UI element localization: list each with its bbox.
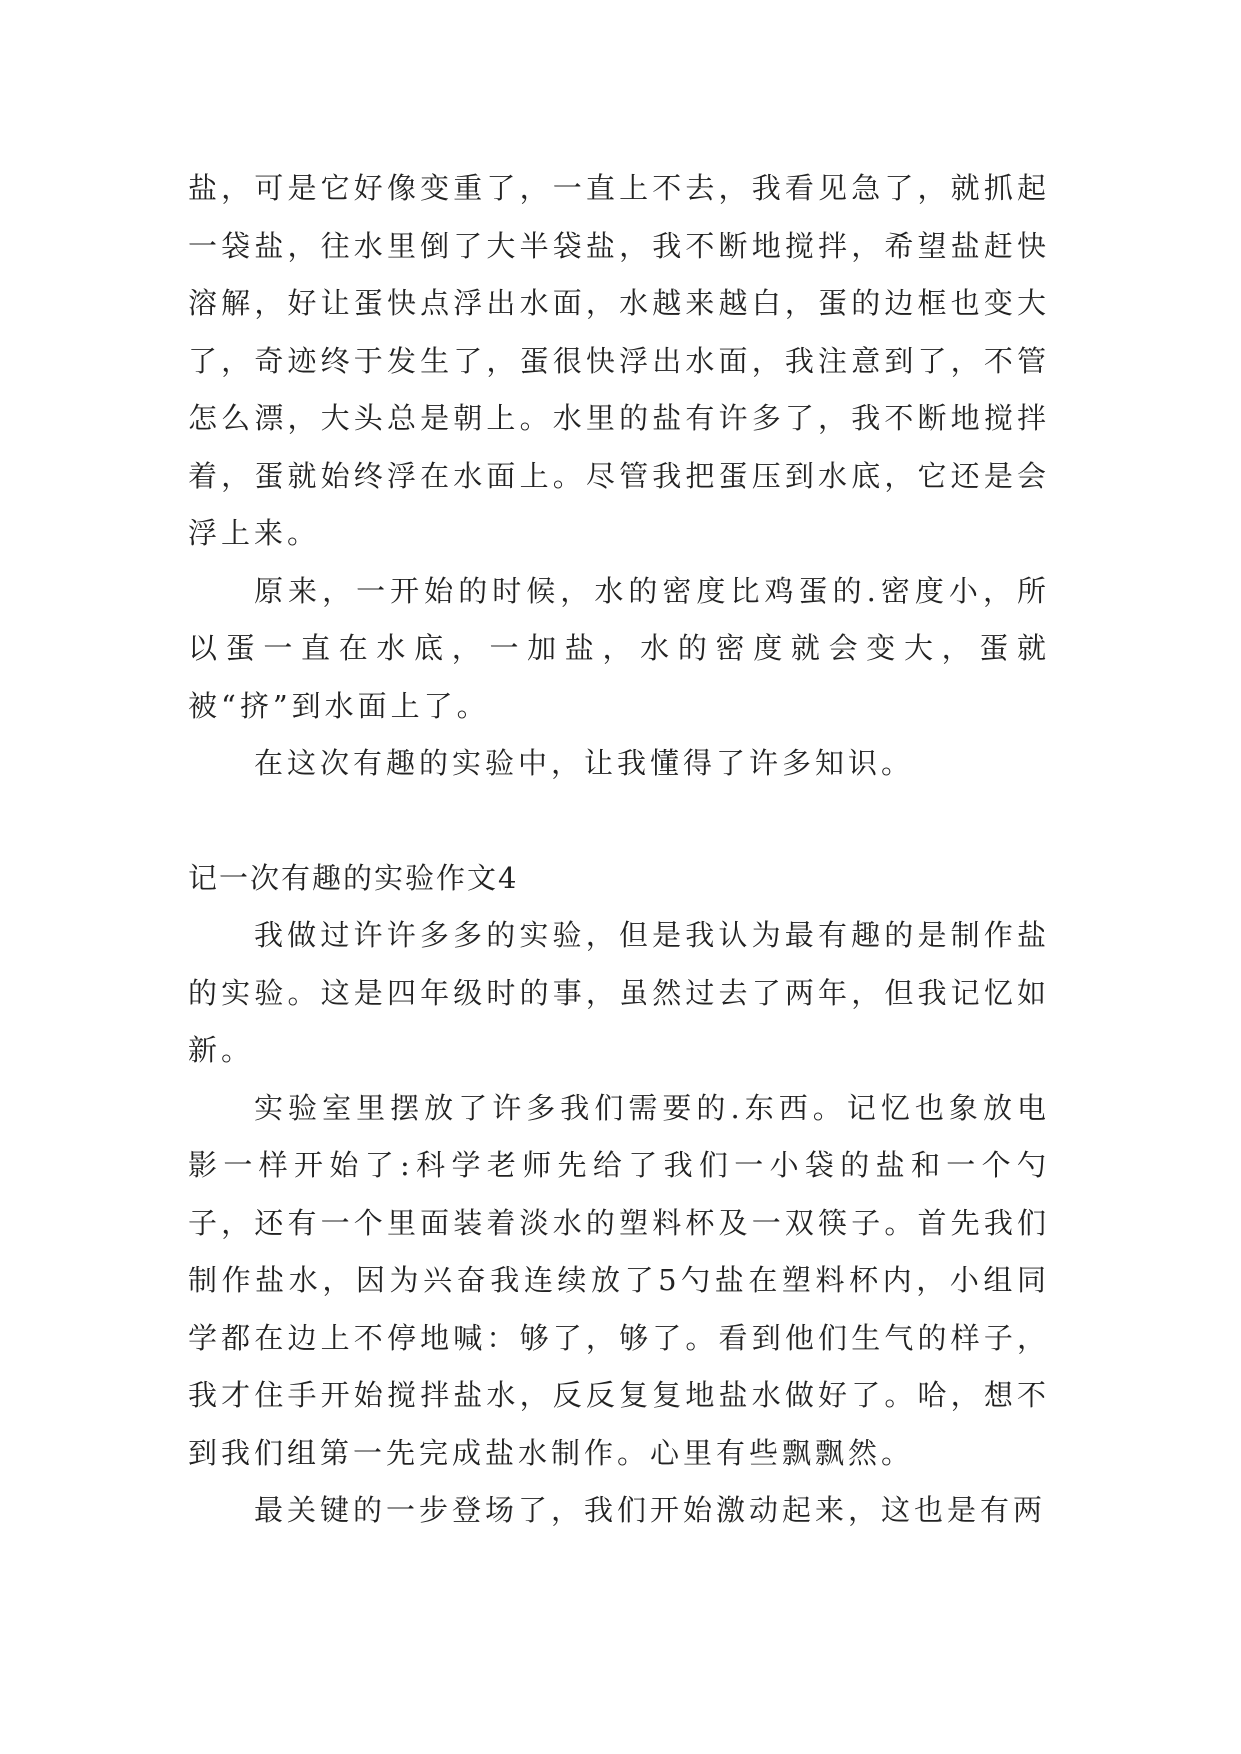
section-spacer xyxy=(188,793,1050,850)
paragraph: 最关键的一步登场了，我们开始激动起来，这也是有两 xyxy=(254,1493,1047,1527)
paragraph-continued: 盐，可是它好像变重了，一直上不去，我看见急了，就抓起一袋盐，往水里倒了大半袋盐，我不断地搅拌，希望盐赶快溶解，好让蛋快点浮出水面，水越来越白，蛋的边框也变大了，奇迹终于发生了，蛋很快浮出水面，我注意到了，不管怎么漂，大头总是朝上。水里的盐有许多了，我不断地搅拌着，蛋就始终浮在水面上。尽管我把蛋压到水底，它还是会浮上来。 xyxy=(188,171,1050,550)
section-title: 记一次有趣的实验作文4 xyxy=(188,860,519,895)
paragraph: 我做过许许多多的实验，但是我认为最有趣的是制作盐的实验。这是四年级时的事，虽然过去了两年，但我记忆如新。 xyxy=(188,918,1050,1067)
paragraph: 在这次有趣的实验中，让我懂得了许多知识。 xyxy=(254,746,915,780)
paragraph: 实验室里摆放了许多我们需要的.东西。记忆也象放电影一样开始了:科学老师先给了我们一小袋的盐和一个勺子，还有一个里面装着淡水的塑料杯及一双筷子。首先我们制作盐水，因为兴奋我连续放了5勺盐在塑料杯内，小组同学都在边上不停地喊：够了，够了。看到他们生气的样子，我才住手开始搅拌盐水，反反复复地盐水做好了。哈，想不到我们组第一先完成盐水制作。心里有些飘飘然。 xyxy=(188,1090,1050,1470)
paragraph: 原来，一开始的时候，水的密度比鸡蛋的.密度小，所以蛋一直在水底，一加盐，水的密度就会变大，蛋就被“挤”到水面上了。 xyxy=(188,573,1050,723)
document-body xyxy=(188,160,1050,1540)
